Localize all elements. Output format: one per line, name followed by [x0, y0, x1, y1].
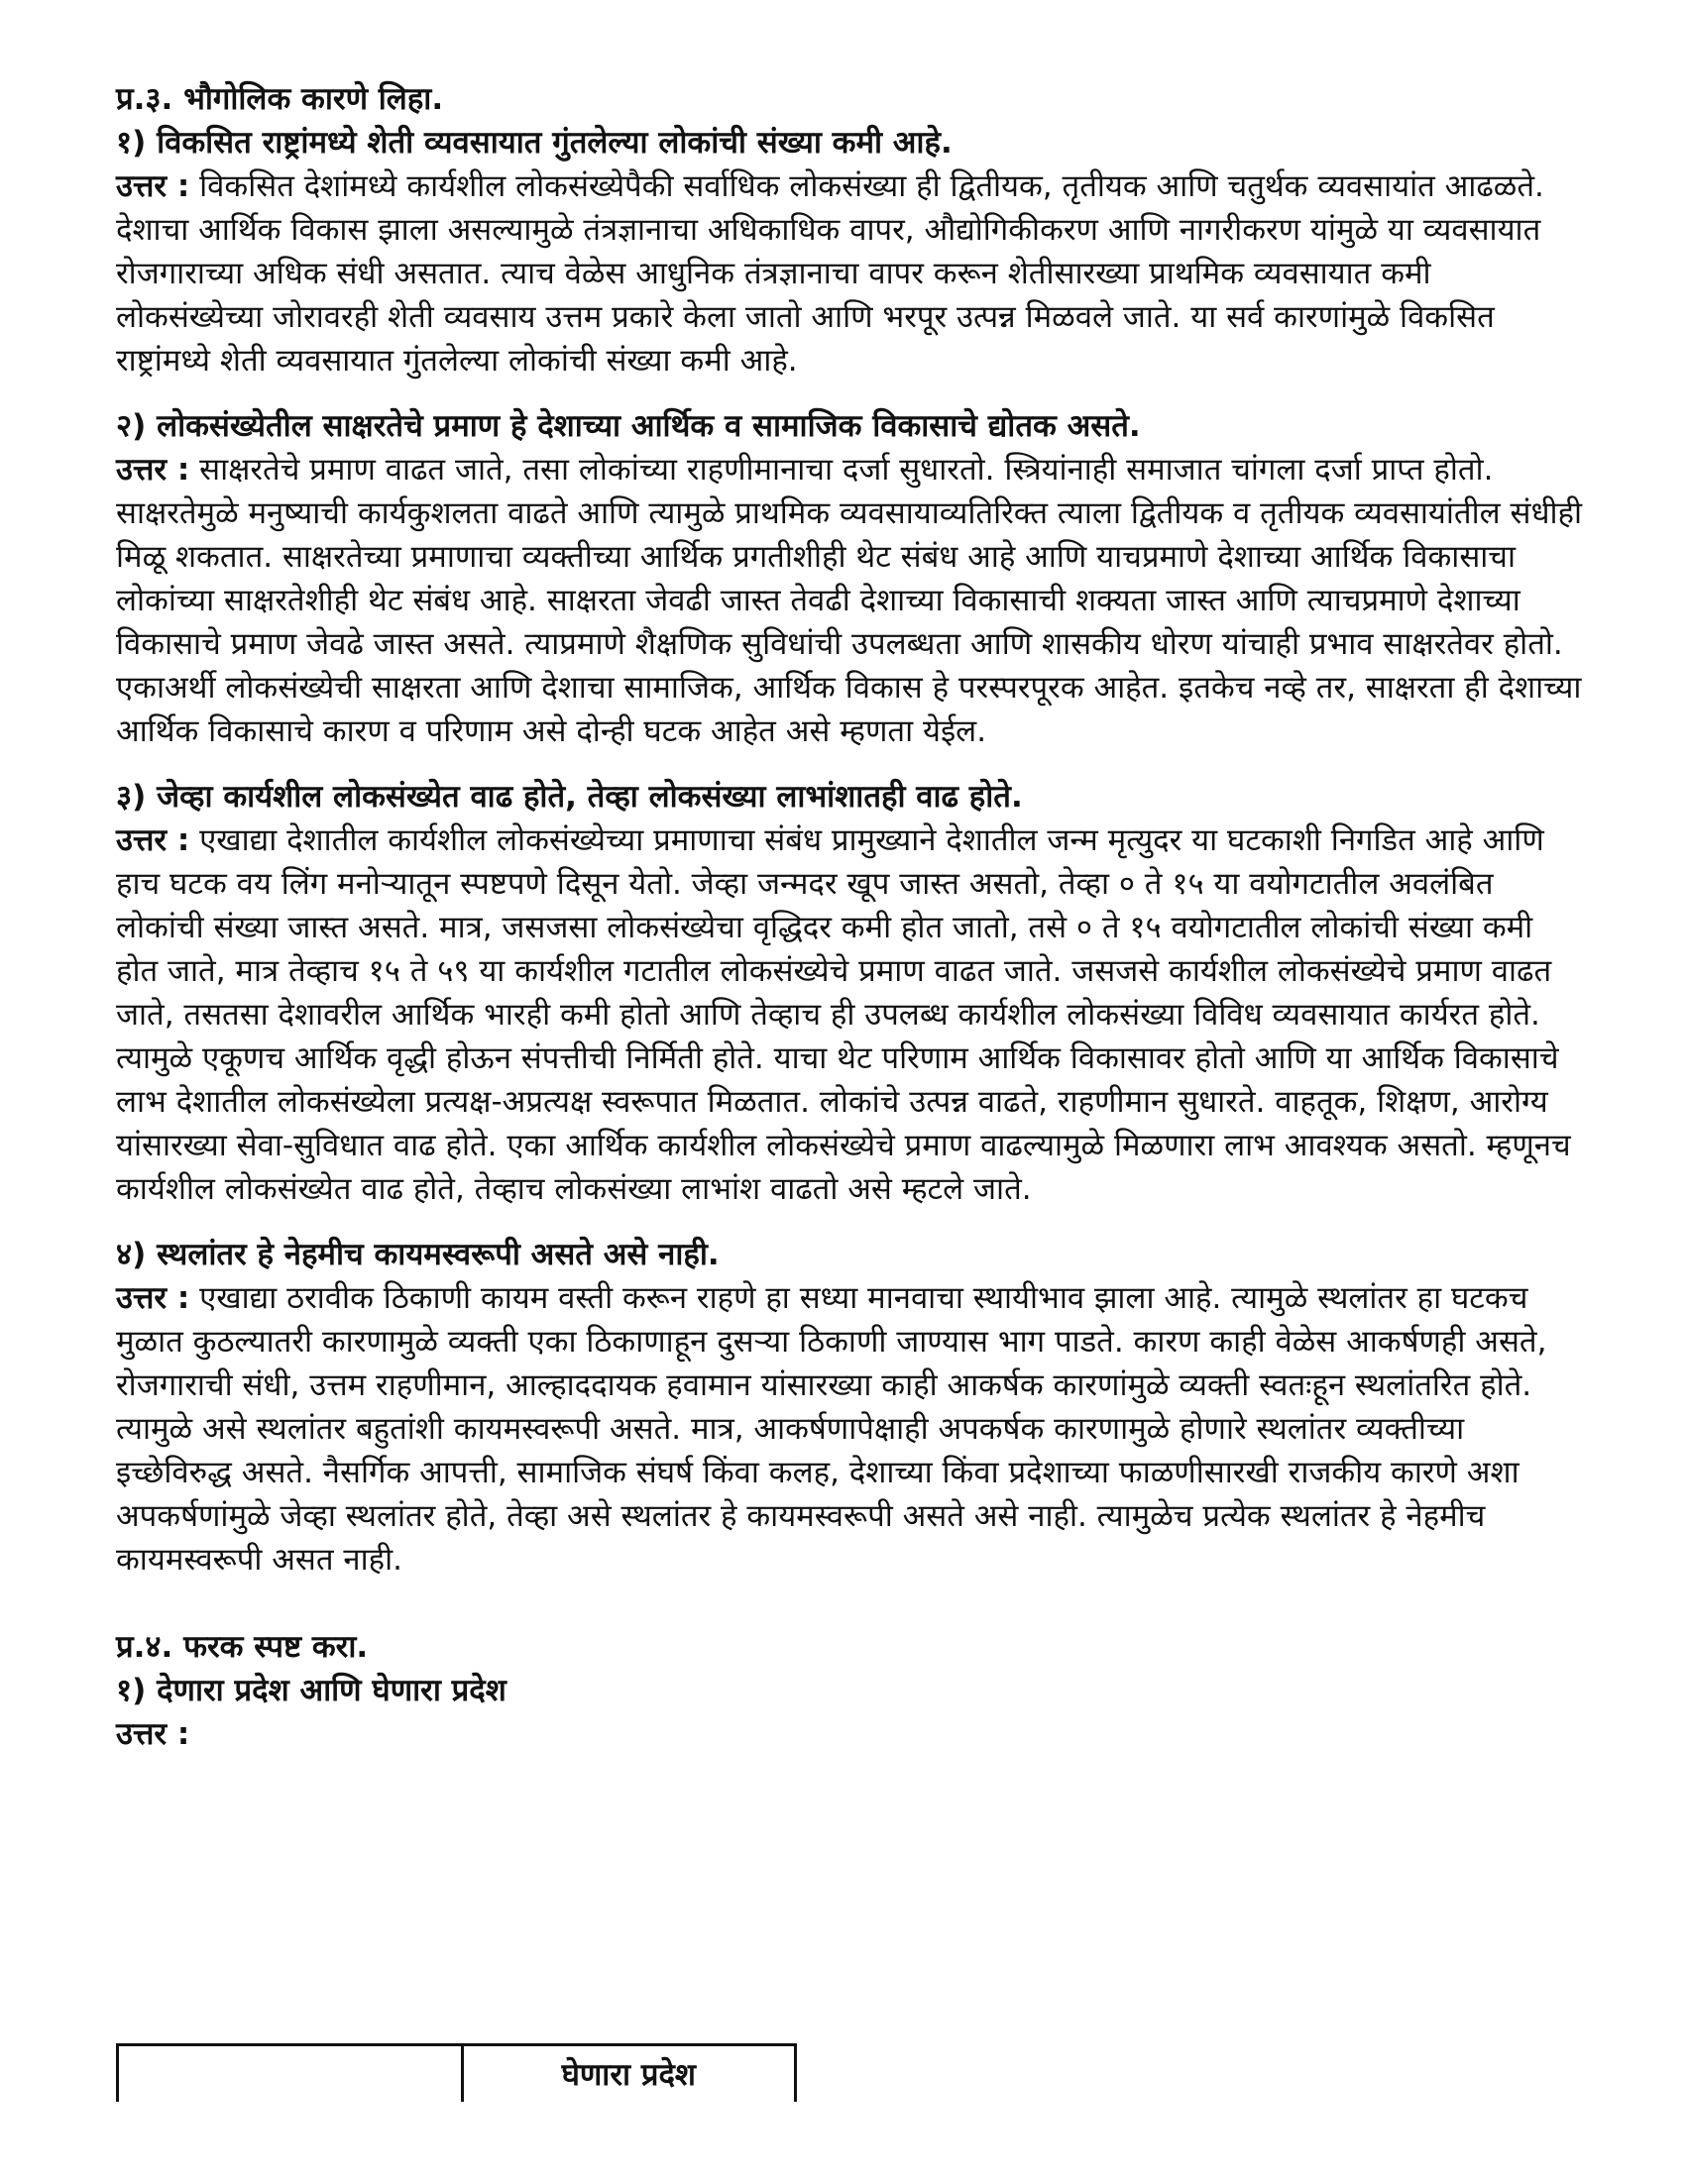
- answer-label: उत्तर :: [116, 822, 190, 858]
- table-header-giving-region: [118, 2045, 463, 2103]
- question-2: २) लोकसंख्येतील साक्षरतेचे प्रमाण हे देशाच्या आर्थिक व सामाजिक विकासाचे द्योतक असते.: [116, 408, 1141, 444]
- answer-label: उत्तर :: [116, 168, 190, 204]
- answer-3: [116, 819, 1583, 1211]
- question-1: १) विकसित राष्ट्रांमध्ये शेती व्यवसायात गुंतलेल्या लोकांची संख्या कमी आहे.: [116, 125, 953, 161]
- answer-block-3: [116, 775, 1583, 1211]
- q4-item-title: १) देणारा प्रदेश आणि घेणारा प्रदेश: [116, 1673, 506, 1708]
- answer-label: उत्तर :: [116, 1280, 190, 1316]
- answer-text: एखाद्या ठरावीक ठिकाणी कायम वस्ती करून राहणे हा सध्या मानवाचा स्थायीभाव झाला आहे. त्यामुळे स्थलांतर हा घटकच मुळात कुठल्यातरी कारणामुळे व्यक्ती एका ठिकाणाहून दुसऱ्या ठिकाणी जाण्यास भाग पाडते. कारण काही वेळेस आकर्षणही असते, रोजगाराची संधी, उत्तम राहणीमान, आल्हाददायक हवामान यांसारख्या काही आकर्षक कारणांमुळे व्यक्ती स्वतःहून स्थलांतरित होते. त्यामुळे असे स्थलांतर बहुतांशी कायमस्वरूपी असते. मात्र, आकर्षणापेक्षाही अपकर्षक कारणामुळे होणारे स्थलांतर व्यक्तीच्या इच्छेविरुद्ध असते. नैसर्गिक आपत्ती, सामाजिक संघर्ष किंवा कलह, देशाच्या किंवा प्रदेशाच्या फाळणीसारखी राजकीय कारणे अशा अपकर्षणांमुळे जेव्हा स्थलांतर होते, तेव्हा असे स्थलांतर हे कायमस्वरूपी असते असे नाही. त्यामुळेच प्रत्येक स्थलांतर हे नेहमीच कायमस्वरूपी असत नाही.: [116, 1280, 1547, 1578]
- table-header-receiving-region: घेणारा प्रदेश: [462, 2045, 795, 2103]
- answer-2: [116, 448, 1583, 753]
- q4-answer-label: उत्तर :: [116, 1716, 190, 1752]
- spacer: [116, 1603, 1583, 1625]
- question-3: ३) जेव्हा कार्यशील लोकसंख्येत वाढ होते, तेव्हा लोकसंख्या लाभांशातही वाढ होते.: [116, 779, 1023, 815]
- comparison-table-wrap: [116, 2043, 797, 2184]
- answer-block-4: [116, 1233, 1583, 1582]
- answer-block-2: [116, 404, 1583, 753]
- section-q4-title: प्र.४. फरक स्पष्ट करा.: [116, 1629, 369, 1665]
- table-header-row: [118, 2045, 796, 2103]
- answer-4: [116, 1276, 1583, 1582]
- answer-text: एखाद्या देशातील कार्यशील लोकसंख्येच्या प्रमाणाचा संबंध प्रामुख्याने देशातील जन्म मृत्युदर या घटकाशी निगडित आहे आणि हाच घटक वय लिंग मनोऱ्यातून स्पष्टपणे दिसून येतो. जेव्हा जन्मदर खूप जास्त असतो, तेव्हा ० ते १५ या वयोगटातील अवलंबित लोकांची संख्या जास्त असते. मात्र, जसजसा लोकसंख्येचा वृद्धिदर कमी होत जातो, तसे ० ते १५ वयोगटातील लोकांची संख्या कमी होत जाते, मात्र तेव्हाच १५ ते ५९ या कार्यशील गटातील लोकसंख्येचे प्रमाण वाढत जाते. जसजसे कार्यशील लोकसंख्येचे प्रमाण वाढत जाते, तसतसा देशावरील आर्थिक भारही कमी होतो आणि तेव्हाच ही उपलब्ध कार्यशील लोकसंख्या विविध व्यवसायात कार्यरत होते. त्यामुळे एकूणच आर्थिक वृद्धी होऊन संपत्तीची निर्मिती होते. याचा थेट परिणाम आर्थिक विकासावर होतो आणि या आर्थिक विकासाचे लाभ देशातील लोकसंख्येला प्रत्यक्ष-अप्रत्यक्ष स्वरूपात मिळतात. लोकांचे उत्पन्न वाढते, राहणीमान सुधारते. वाहतूक, शिक्षण, आरोग्य यांसारख्या सेवा-सुविधात वाढ होते. एका आर्थिक कार्यशील लोकसंख्येचे प्रमाण वाढल्यामुळे मिळणारा लाभ आवश्यक असतो. म्हणूनच कार्यशील लोकसंख्येत वाढ होते, तेव्हाच लोकसंख्या लाभांश वाढतो असे म्हटले जाते.: [116, 822, 1571, 1207]
- answer-block-1: [116, 121, 1583, 382]
- answer-1: [116, 164, 1583, 382]
- answer-text: साक्षरतेचे प्रमाण वाढत जाते, तसा लोकांच्या राहणीमानाचा दर्जा सुधारतो. स्त्रियांनाही समाजात चांगला दर्जा प्राप्त होतो. साक्षरतेमुळे मनुष्याची कार्यकुशलता वाढते आणि त्यामुळे प्राथमिक व्यवसायाव्यतिरिक्त त्याला द्वितीयक व तृतीयक व्यवसायांतील संधीही मिळू शकतात. साक्षरतेच्या प्रमाणाचा व्यक्तीच्या आर्थिक प्रगतीशीही थेट संबंध आहे आणि याचप्रमाणे देशाच्या आर्थिक विकासाचा लोकांच्या साक्षरतेशीही थेट संबंध आहे. साक्षरता जेवढी जास्त तेवढी देशाच्या विकासाची शक्यता जास्त आणि त्याचप्रमाणे देशाच्या विकासाचे प्रमाण जेवढे जास्त असते. त्याप्रमाणे शैक्षणिक सुविधांची उपलब्धता आणि शासकीय धोरण यांचाही प्रभाव साक्षरतेवर होतो. एकाअर्थी लोकसंख्येची साक्षरता आणि देशाचा सामाजिक, आर्थिक विकास हे परस्परपूरक आहेत. इतकेच नव्हे तर, साक्षरता ही देशाच्या आर्थिक विकासाचे कारण व परिणाम असे दोन्ही घटक आहेत असे म्हणता येईल.: [116, 452, 1583, 749]
- answer-label: उत्तर :: [116, 452, 190, 488]
- document-page: [116, 77, 1583, 1756]
- comparison-table: [116, 2043, 797, 2102]
- section-q3-title: प्र.३. भौगोलिक कारणे लिहा.: [116, 81, 444, 117]
- answer-text: विकसित देशांमध्ये कार्यशील लोकसंख्येपैकी सर्वाधिक लोकसंख्या ही द्वितीयक, तृतीयक आणि चतुर्थक व्यवसायांत आढळते. देशाचा आर्थिक विकास झाला असल्यामुळे तंत्रज्ञानाचा अधिकाधिक वापर, औद्योगिकीकरण आणि नागरीकरण यांमुळे या व्यवसायात रोजगाराच्या अधिक संधी असतात. त्याच वेळेस आधुनिक तंत्रज्ञानाचा वापर करून शेतीसारख्या प्राथमिक व्यवसायात कमी लोकसंख्येच्या जोरावरही शेती व्यवसाय उत्तम प्रकारे केला जातो आणि भरपूर उत्पन्न मिळवले जाते. या सर्व कारणांमुळे विकसित राष्ट्रांमध्ये शेती व्यवसायात गुंतलेल्या लोकांची संख्या कमी आहे.: [116, 168, 1544, 379]
- question-4: ४) स्थलांतर हे नेहमीच कायमस्वरूपी असते असे नाही.: [116, 1237, 720, 1272]
